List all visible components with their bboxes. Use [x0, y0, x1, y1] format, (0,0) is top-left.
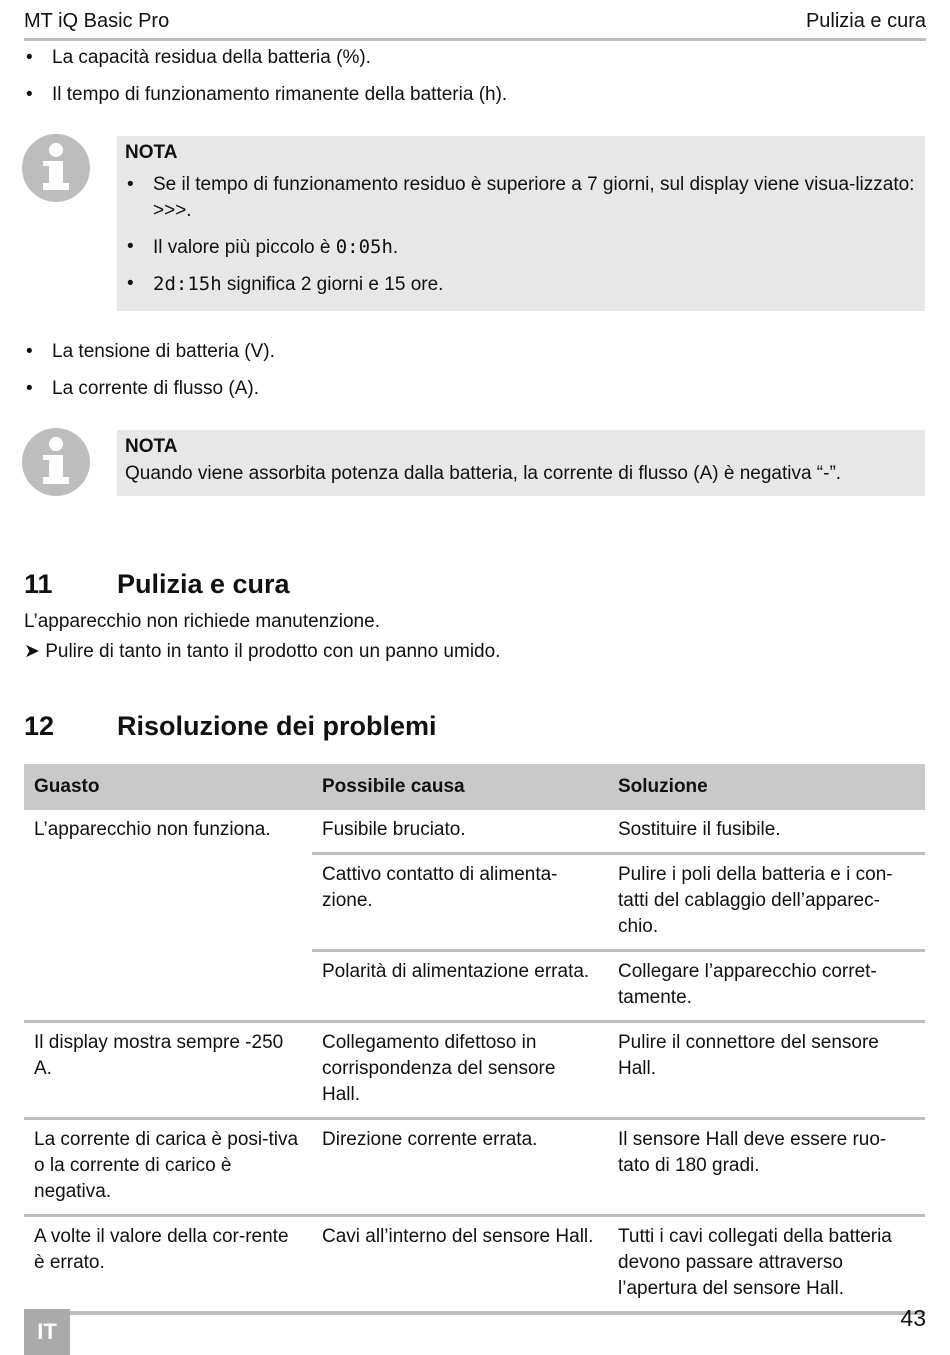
section-title: Pulizia e cura: [117, 569, 290, 599]
list-item: • La corrente di flusso (A).: [24, 377, 275, 401]
bullet-list-1: [24, 46, 507, 120]
table-cell: Cattivo contatto di alimenta-zione.: [312, 854, 608, 951]
time-value: 2d:15h: [153, 273, 222, 295]
section-number: 11: [24, 569, 53, 599]
table-cell: Cavi all’interno del sensore Hall.: [312, 1216, 608, 1314]
table-row: [24, 810, 925, 854]
language-badge: IT: [24, 1309, 70, 1355]
section-heading-11: [24, 569, 290, 600]
info-icon: [22, 428, 90, 496]
table-cell: Polarità di alimentazione errata.: [312, 951, 608, 1022]
list-item: • La capacità residua della batteria (%).: [24, 46, 507, 70]
table-cell: Direzione corrente errata.: [312, 1119, 608, 1216]
table-row: [24, 1022, 925, 1119]
note-box-1: [117, 136, 925, 311]
table-header-row: [24, 764, 925, 810]
note-item: • Il valore più piccolo è 0:05h.: [125, 234, 917, 261]
note-text: Quando viene assorbita potenza dalla batteria, la corrente di flusso (A) è negativa “-”.: [125, 463, 842, 484]
page-header: [24, 8, 926, 41]
manual-title: MT iQ Basic Pro: [24, 10, 170, 32]
column-header: Guasto: [24, 764, 312, 810]
list-item: • Il tempo di funzionamento rimanente della batteria (h).: [24, 83, 507, 107]
table-cell: Pulire il connettore del sensore Hall.: [608, 1022, 925, 1119]
column-header: Soluzione: [608, 764, 925, 810]
table-cell: Collegamento difettoso in corrispondenza del sensore Hall.: [312, 1022, 608, 1119]
chapter-title: Pulizia e cura: [805, 10, 926, 32]
list-item: • La tensione di batteria (V).: [24, 340, 275, 364]
table-cell: Fusibile bruciato.: [322, 819, 466, 840]
section-heading-12: [24, 711, 437, 742]
troubleshooting-table: [24, 764, 925, 1315]
note-item: • Se il tempo di funzionamento residuo è superiore a 7 giorni, sul display viene visua-lizzato: >>>.: [125, 172, 917, 224]
table-cell: Tutti i cavi collegati della batteria devono passare attraverso l’apertura del sensore Hall.: [608, 1216, 925, 1314]
info-icon: [22, 134, 90, 202]
column-header: Possibile causa: [312, 764, 608, 810]
table-cell: Il sensore Hall deve essere ruo-tato di 180 gradi.: [608, 1119, 925, 1216]
note-box-2: [117, 430, 925, 496]
instruction-step: ➤ Pulire di tanto in tanto il prodotto con un panno umido.: [24, 641, 501, 662]
table-row: [24, 1216, 925, 1314]
page-number: 43: [900, 1305, 926, 1331]
table-cell: Collegare l’apparecchio corret-tamente.: [608, 951, 925, 1022]
table-cell: L’apparecchio non funziona.: [34, 819, 271, 840]
note-item: • 2d:15h significa 2 giorni e 15 ore.: [125, 271, 917, 298]
table-cell: La corrente di carica è posi-tiva o la corrente di carico è negativa.: [24, 1119, 312, 1216]
section-title: Risoluzione dei problemi: [117, 711, 437, 741]
section-number: 12: [24, 711, 55, 741]
time-value: 0:05h: [335, 236, 393, 258]
table-cell: A volte il valore della cor-rente è errato.: [24, 1216, 312, 1314]
paragraph: L’apparecchio non richiede manutenzione.: [24, 611, 380, 632]
bullet-list-2: [24, 340, 275, 414]
table-cell: Il display mostra sempre -250 A.: [24, 1022, 312, 1119]
note-title: NOTA: [125, 436, 178, 457]
note-title: NOTA: [125, 142, 178, 163]
table-cell: Pulire i poli della batteria e i con-tatti del cablaggio dell’apparec-chio.: [608, 854, 925, 951]
table-row: [24, 1119, 925, 1216]
arrow-icon: ➤: [24, 641, 40, 662]
table-cell: Sostituire il fusibile.: [618, 819, 781, 840]
